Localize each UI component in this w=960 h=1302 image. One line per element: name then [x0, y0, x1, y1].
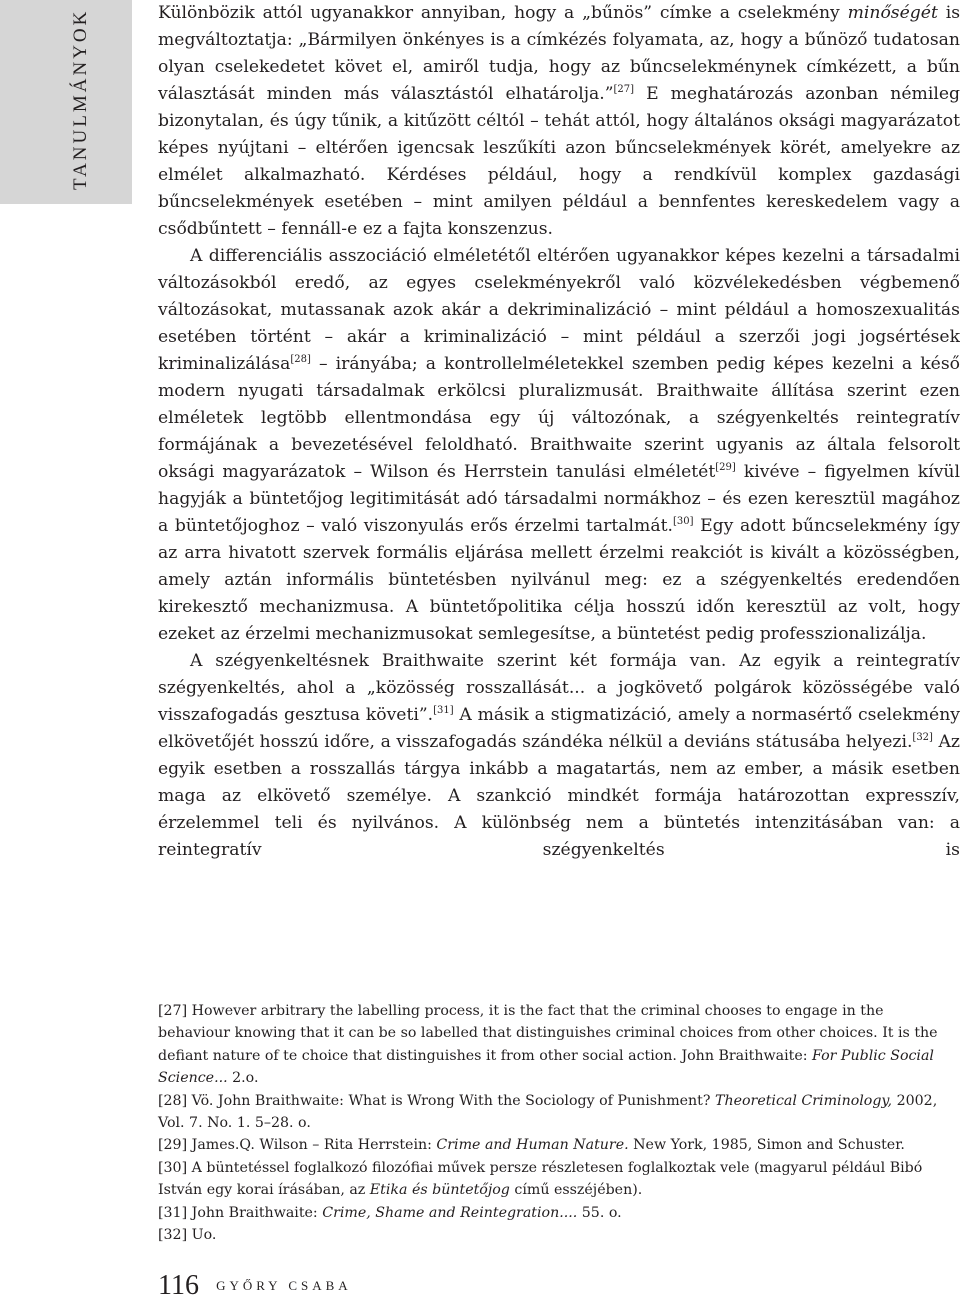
- text-run: E meghatározás azonban némileg bizonytalan, és úgy tűnik, a kitűzött céltól – tehát attól, hogy általános oksági magyarázatot képes nyújtani – eltérően igencsak leszűkíti azon bűncselekmények körét, amelyekre az elmélet alkalmazható. Kérdéses például, hogy a rendkívül komplex gazdasági bűncselekmények esetében – mint amilyen például a bennfentes kereskedelem vagy a csődbűntett – fennáll-e ez a fajta konszenzus.: [158, 84, 960, 239]
- footnote-ref-27: [27]: [613, 84, 635, 95]
- side-tab: [0, 0, 132, 204]
- footnote-text: [27] However arbitrary the labelling process, it is the fact that the criminal chooses to engage in the behaviour knowing that it can be so labelled that distinguishes criminal choices from other choices. It is the defiant nature of te choice that distinguishes it from other social action. John Braithwaite:: [158, 1003, 938, 1064]
- footnote-text: 2.o.: [227, 1070, 259, 1087]
- text-run: Különbözik attól ugyanakkor annyiban, hogy a „bűnös” címke a cselekmény: [158, 3, 848, 23]
- footnote-title: Etika és büntetőjog: [369, 1182, 510, 1199]
- footnote-text: 55. o.: [577, 1204, 622, 1221]
- footnote-title: Crime, Shame and Reintegration....: [322, 1204, 578, 1221]
- footnote-text: [29] James.Q. Wilson – Rita Herrstein:: [158, 1137, 437, 1154]
- footnote-30: [158, 1157, 960, 1202]
- text-run: kivéve – figyelmen kívül hagyják a büntetőjog legitimitását adó társadalmi normákhoz – és ezen keresztül magához a büntetőjoghoz – való viszonyulás erős érzelmi tartalmát.: [158, 462, 960, 536]
- paragraph-1: [158, 0, 960, 243]
- footnote-title: Crime and Human Nature.: [436, 1137, 629, 1154]
- body-text: [158, 0, 960, 864]
- page-number: 116: [158, 1270, 199, 1301]
- footnote-28: [158, 1090, 960, 1135]
- text-run: Egy adott bűncselekmény így az arra hivatott szervek formális eljárása mellett érzelmi reakciót is kivált a közösségben, amely aztán informális büntetésben nyilvánul meg: ez a szégyenkeltés eredendően kirekesztő mechanizmusa. A büntetőpolitika célja hosszú időn keresztül az volt, hogy ezeket az érzelmi mechanizmusokat semlegesítse, a büntetést pedig professzionalizálja.: [158, 516, 960, 644]
- footnote-31: [158, 1202, 960, 1224]
- text-run: – irányába; a kontrollelméletekkel szemben pedig képes kezelni a késő modern nyugati társadalmak erkölcsi pluralizmusát. Braithwaite állítása szerint ezen elméletek legtöbb ellentmondása egy új változónak, a szégyenkeltés reintegratív formájának a bevezetésével feloldható. Braithwaite szerint ugyanis az általa felsorolt oksági magyarázatok – Wilson és Herrstein tanulási elméletét: [158, 354, 960, 482]
- footnotes: [158, 1000, 960, 1246]
- footnote-text: New York, 1985, Simon and Schuster.: [628, 1137, 905, 1154]
- emphasis: minőségét: [847, 3, 938, 23]
- footnote-text: című esszéjében).: [509, 1182, 643, 1199]
- text-run: Az egyik esetben a rosszallás tárgya inkább a magatartás, nem az ember, a másik esetben maga az elkövető személye. A szankció mindkét formája határozottan expresszív, érzelemmel teli és nyilvános. A különbség nem a büntetés intenzitásában van: a reintegratív szégyenkeltés is: [158, 732, 960, 860]
- footnote-32: [158, 1224, 960, 1246]
- footnote-ref-30: [30]: [672, 516, 694, 527]
- footnote-ref-29: [29]: [715, 462, 736, 473]
- footnote-text: [30] A büntetéssel foglalkozó filozófiai művek persze részletesen foglalkoztak vele (magyarul például Bibó István egy korai írásában, az: [158, 1159, 923, 1199]
- footnote-text: [28] Vö. John Braithwaite: What is Wrong With the Sociology of Punishment?: [158, 1092, 716, 1109]
- text-run: A másik a stigmatizáció, amely a normasértő cselekmény elkövetőjét hosszú időre, a visszafogadás szándéka nélkül a deviáns státusába helyezi.: [158, 705, 960, 752]
- footnote-29: [158, 1134, 960, 1156]
- footnote-text: [31] John Braithwaite:: [158, 1204, 323, 1221]
- running-head: GYŐRY CSABA: [216, 1278, 352, 1293]
- footnote-ref-32: [32]: [912, 732, 933, 743]
- footnote-text: 2002, Vol. 7. No. 1. 5–28. o.: [158, 1092, 938, 1132]
- text-run: is megváltoztatja: „Bármilyen önkényes is a címkézés folyamata, az, hogy a bűnöző tudatosan olyan cselekedetet követ el, amiről tudja, hogy az bűncselekménynek címkézett, a bűn választását minden más választástól elhatárolja.”: [158, 3, 960, 104]
- text-run: A szégyenkeltésnek Braithwaite szerint két formája van. Az egyik a reintegratív szégyenkeltés, ahol a „közösség rosszallását... a jogkövető polgárok közösségébe való visszafogadás gesztusa követi”.: [158, 651, 960, 725]
- page-footer: [158, 1270, 352, 1302]
- footnote-ref-28: [28]: [290, 354, 311, 365]
- paragraph-2: [158, 243, 960, 648]
- footnote-title: For Public Social Science...: [158, 1047, 934, 1087]
- footnote-title: Theoretical Criminology,: [715, 1092, 893, 1109]
- footnote-text: [32] Uo.: [158, 1227, 217, 1244]
- section-label: TANULMÁNYOK: [70, 8, 91, 190]
- text-run: A differenciális asszociáció elméletétől eltérően ugyanakkor képes kezelni a társadalmi változásokból eredő, az egyes cselekményekről való közvélekedésben végbemenő változásokat, mutassanak azok akár a dekriminalizáció – mint például a homoszexualitás esetében történt – akár a kriminalizáció – mint például a szerzői jogi jogsértések kriminalizálása: [158, 246, 960, 374]
- footnote-27: [158, 1000, 960, 1090]
- paragraph-3: [158, 648, 960, 864]
- footnote-ref-31: [31]: [433, 705, 454, 716]
